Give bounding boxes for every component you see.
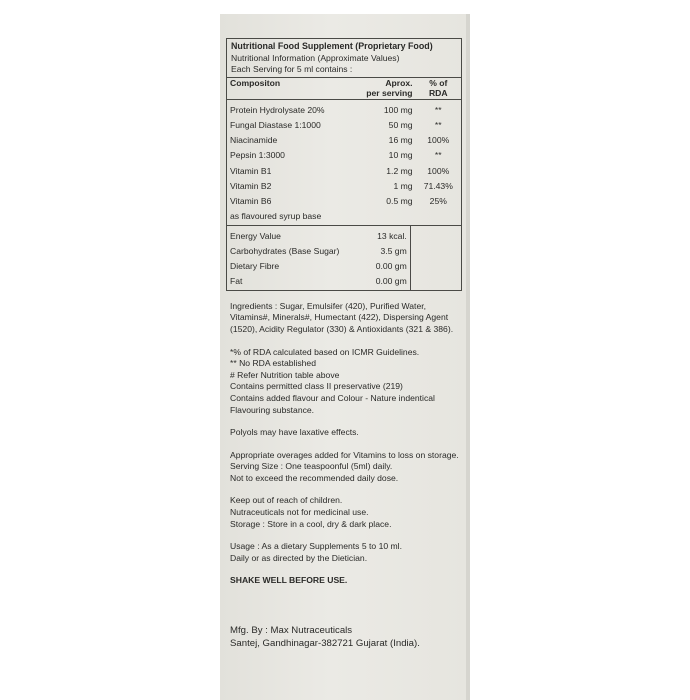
- table-row: [227, 133, 462, 148]
- col-rda-line1: % of: [429, 77, 448, 88]
- row-amount: 50 mg: [388, 119, 413, 130]
- table-row: [227, 259, 462, 274]
- note-line: Flavouring substance.: [230, 404, 315, 415]
- table-row: [227, 226, 462, 244]
- overages-line: Not to exceed the recommended daily dose.: [230, 472, 399, 483]
- table-row: [227, 118, 462, 133]
- energy-name: Dietary Fibre: [230, 261, 280, 272]
- row-amount: 100 mg: [383, 104, 413, 115]
- table-header-row: [227, 77, 462, 99]
- energy-name: Fat: [230, 276, 243, 287]
- table-row: [227, 164, 462, 179]
- energy-value: 3.5 gm: [380, 245, 407, 256]
- energy-empty-cell: [410, 259, 461, 274]
- col-rda-line2: RDA: [428, 88, 448, 98]
- table-row: [227, 244, 462, 259]
- row-amount: 1 mg: [393, 180, 413, 191]
- energy-empty-cell: [410, 226, 461, 244]
- col-amount: [340, 77, 416, 99]
- ingredients-block: [226, 301, 462, 336]
- row-amount: 0.5 mg: [386, 196, 413, 207]
- storage-block: [226, 495, 462, 530]
- row-name: Protein Hydrolysate 20%: [230, 104, 325, 115]
- col-composition: Compositon: [230, 77, 281, 88]
- usage-block: [226, 541, 462, 564]
- table-row: [227, 99, 462, 118]
- note-line: Contains permitted class II preservative (219): [230, 381, 403, 392]
- storage-line: Keep out of reach of children.: [230, 495, 343, 506]
- table-row: [227, 179, 462, 194]
- energy-empty-cell: [410, 244, 461, 259]
- usage-line: Daily or as directed by the Dietician.: [230, 552, 368, 563]
- nutrition-label: [226, 38, 462, 650]
- energy-value: 0.00 gm: [375, 261, 407, 272]
- manufacturer-block: [226, 625, 462, 650]
- serving-info: Each Serving for 5 ml contains :: [231, 64, 353, 74]
- shake-warning: [226, 575, 462, 587]
- row-name: Vitamin B1: [230, 165, 272, 176]
- row-name: Pepsin 1:3000: [230, 150, 285, 161]
- overages-block: [226, 450, 462, 485]
- table-note-row: [227, 210, 462, 226]
- row-rda: 100%: [427, 165, 450, 176]
- note-line: # Refer Nutrition table above: [230, 369, 340, 380]
- row-amount: 16 mg: [388, 135, 413, 146]
- row-name: Vitamin B2: [230, 180, 272, 191]
- manufacturer-line: Mfg. By : Max Nutraceuticals: [230, 625, 353, 637]
- usage-line: Usage : As a dietary Supplements 5 to 10 ml.: [230, 541, 402, 552]
- table-row: [227, 274, 462, 290]
- table-row: [227, 148, 462, 163]
- carton-edge: [466, 14, 470, 700]
- energy-value: 13 kcal.: [377, 230, 407, 241]
- storage-line: Storage : Store in a cool, dry & dark place.: [230, 518, 392, 529]
- col-amount-line2: per serving: [366, 88, 413, 98]
- note-line: ** No RDA established: [230, 358, 316, 369]
- ingredients-line: Ingredients : Sugar, Emulsifer (420), Purified Water,: [230, 300, 426, 311]
- energy-value: 0.00 gm: [375, 276, 407, 287]
- energy-name: Carbohydrates (Base Sugar): [230, 245, 340, 256]
- energy-name: Energy Value: [230, 230, 281, 241]
- col-amount-line1: Aprox.: [385, 77, 413, 88]
- row-amount: 10 mg: [388, 150, 413, 161]
- overages-line: Appropriate overages added for Vitamins to loss on storage.: [230, 449, 459, 460]
- energy-empty-cell: [410, 274, 461, 290]
- polyols-line: Polyols may have laxative effects.: [230, 427, 359, 438]
- shake-line: SHAKE WELL BEFORE USE.: [230, 575, 348, 586]
- ingredients-line: Vitamins#, Minerals#, Humectant (422), Dispersing Agent: [230, 312, 449, 323]
- col-rda: [416, 77, 462, 99]
- nutrition-table: [226, 77, 462, 226]
- row-amount: 1.2 mg: [386, 165, 413, 176]
- energy-table: [226, 226, 462, 291]
- note-line: Contains added flavour and Colour - Nature indentical: [230, 392, 435, 403]
- overages-line: Serving Size : One teaspoonful (5ml) daily.: [230, 461, 393, 472]
- row-rda: 25%: [429, 196, 447, 207]
- table-row: [227, 194, 462, 209]
- row-name: Vitamin B6: [230, 196, 272, 207]
- row-name: Fungal Diastase 1:1000: [230, 119, 321, 130]
- notes-block: [226, 347, 462, 417]
- ingredients-line: (1520), Acidity Regulator (330) & Antioxidants (321 & 386).: [230, 323, 454, 334]
- base-note: as flavoured syrup base: [230, 210, 322, 221]
- row-rda: **: [434, 150, 442, 161]
- manufacturer-line: Santej, Gandhinagar-382721 Gujarat (India).: [230, 637, 420, 649]
- row-rda: **: [434, 119, 442, 130]
- label-subtitle: Nutritional Information (Approximate Values): [231, 52, 400, 63]
- label-header: [226, 38, 462, 77]
- row-rda: 71.43%: [423, 180, 453, 191]
- polyols-warning: [226, 427, 462, 439]
- row-name: Niacinamide: [230, 135, 278, 146]
- storage-line: Nutraceuticals not for medicinal use.: [230, 507, 369, 518]
- row-rda: 100%: [427, 135, 450, 146]
- label-title: Nutritional Food Supplement (Proprietary Food): [231, 41, 433, 51]
- row-rda: **: [434, 104, 442, 115]
- note-line: *% of RDA calculated based on ICMR Guidelines.: [230, 346, 420, 357]
